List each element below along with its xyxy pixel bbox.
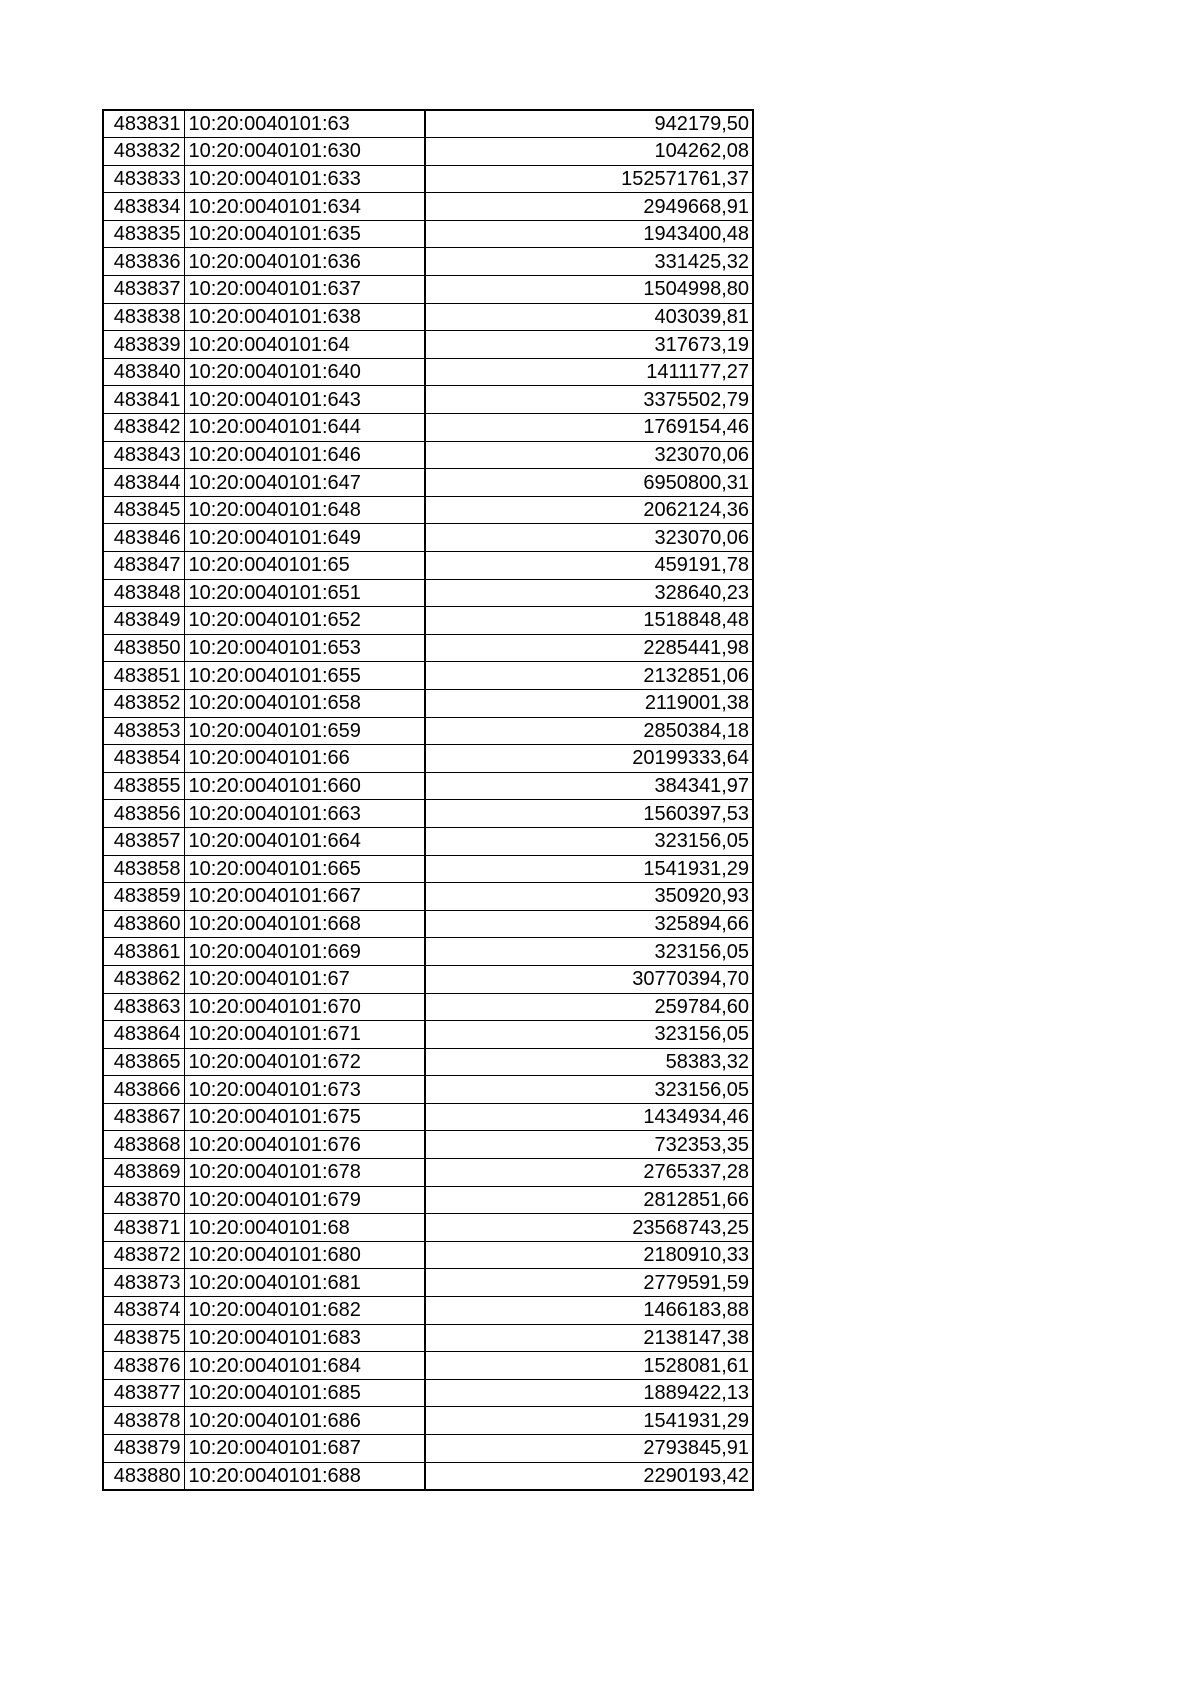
row-number-cell: 483845	[103, 496, 184, 524]
cadastral-value-cell: 2812851,66	[425, 1186, 753, 1214]
table-row	[103, 1462, 753, 1490]
cadastral-value-cell: 104262,08	[425, 138, 753, 166]
row-number-cell: 483878	[103, 1407, 184, 1435]
cadastral-value-cell: 1504998,80	[425, 276, 753, 304]
cadastral-value-cell: 323156,05	[425, 827, 753, 855]
row-number-cell: 483835	[103, 220, 184, 248]
row-number-cell: 483858	[103, 855, 184, 883]
cadastral-value-cell: 2850384,18	[425, 717, 753, 745]
table-row	[103, 414, 753, 442]
row-number-cell: 483849	[103, 607, 184, 635]
cadastral-value-cell: 323070,06	[425, 441, 753, 469]
table-row	[103, 1048, 753, 1076]
cadastral-value-cell: 30770394,70	[425, 965, 753, 993]
row-number-cell: 483865	[103, 1048, 184, 1076]
table-row	[103, 1435, 753, 1463]
cadastral-number-cell: 10:20:0040101:675	[184, 1103, 425, 1131]
row-number-cell: 483846	[103, 524, 184, 552]
cadastral-number-cell: 10:20:0040101:640	[184, 358, 425, 386]
table-row	[103, 441, 753, 469]
cadastral-value-cell: 323156,05	[425, 1076, 753, 1104]
table-row	[103, 138, 753, 166]
cadastral-value-cell: 23568743,25	[425, 1214, 753, 1242]
cadastral-number-cell: 10:20:0040101:63	[184, 110, 425, 138]
table-row	[103, 1269, 753, 1297]
cadastral-number-cell: 10:20:0040101:670	[184, 993, 425, 1021]
row-number-cell: 483838	[103, 303, 184, 331]
table-row	[103, 110, 753, 138]
cadastral-value-cell: 323156,05	[425, 938, 753, 966]
cadastral-value-table	[102, 109, 754, 1491]
table-row	[103, 331, 753, 359]
table-row	[103, 303, 753, 331]
table-row	[103, 1021, 753, 1049]
table-row	[103, 579, 753, 607]
cadastral-value-cell: 1528081,61	[425, 1352, 753, 1380]
row-number-cell: 483837	[103, 276, 184, 304]
cadastral-number-cell: 10:20:0040101:682	[184, 1297, 425, 1325]
row-number-cell: 483877	[103, 1379, 184, 1407]
cadastral-number-cell: 10:20:0040101:646	[184, 441, 425, 469]
cadastral-value-cell: 384341,97	[425, 772, 753, 800]
row-number-cell: 483852	[103, 689, 184, 717]
table-row	[103, 607, 753, 635]
table-row	[103, 358, 753, 386]
cadastral-number-cell: 10:20:0040101:649	[184, 524, 425, 552]
cadastral-number-cell: 10:20:0040101:648	[184, 496, 425, 524]
table-row	[103, 165, 753, 193]
row-number-cell: 483859	[103, 883, 184, 911]
cadastral-number-cell: 10:20:0040101:64	[184, 331, 425, 359]
cadastral-value-cell: 3375502,79	[425, 386, 753, 414]
table-row	[103, 496, 753, 524]
cadastral-value-cell: 2285441,98	[425, 634, 753, 662]
cadastral-number-cell: 10:20:0040101:671	[184, 1021, 425, 1049]
cadastral-number-cell: 10:20:0040101:686	[184, 1407, 425, 1435]
cadastral-value-cell: 1943400,48	[425, 220, 753, 248]
table-row	[103, 1103, 753, 1131]
cadastral-value-cell: 350920,93	[425, 883, 753, 911]
cadastral-number-cell: 10:20:0040101:659	[184, 717, 425, 745]
cadastral-number-cell: 10:20:0040101:66	[184, 745, 425, 773]
table-row	[103, 910, 753, 938]
cadastral-value-cell: 1769154,46	[425, 414, 753, 442]
cadastral-number-cell: 10:20:0040101:68	[184, 1214, 425, 1242]
cadastral-value-cell: 1560397,53	[425, 800, 753, 828]
table-row	[103, 662, 753, 690]
row-number-cell: 483847	[103, 552, 184, 580]
cadastral-value-cell: 58383,32	[425, 1048, 753, 1076]
row-number-cell: 483832	[103, 138, 184, 166]
cadastral-value-cell: 2132851,06	[425, 662, 753, 690]
cadastral-number-cell: 10:20:0040101:653	[184, 634, 425, 662]
cadastral-value-cell: 1518848,48	[425, 607, 753, 635]
cadastral-number-cell: 10:20:0040101:688	[184, 1462, 425, 1490]
cadastral-number-cell: 10:20:0040101:672	[184, 1048, 425, 1076]
row-number-cell: 483850	[103, 634, 184, 662]
table-row	[103, 276, 753, 304]
cadastral-value-cell: 325894,66	[425, 910, 753, 938]
row-number-cell: 483840	[103, 358, 184, 386]
row-number-cell: 483854	[103, 745, 184, 773]
table-row	[103, 1407, 753, 1435]
table-row	[103, 745, 753, 773]
table-row	[103, 634, 753, 662]
cadastral-value-cell: 942179,50	[425, 110, 753, 138]
table-row	[103, 883, 753, 911]
cadastral-value-cell: 152571761,37	[425, 165, 753, 193]
row-number-cell: 483857	[103, 827, 184, 855]
table-row	[103, 827, 753, 855]
row-number-cell: 483870	[103, 1186, 184, 1214]
row-number-cell: 483876	[103, 1352, 184, 1380]
table-row	[103, 469, 753, 497]
row-number-cell: 483860	[103, 910, 184, 938]
table-row	[103, 1352, 753, 1380]
row-number-cell: 483862	[103, 965, 184, 993]
cadastral-value-cell: 732353,35	[425, 1131, 753, 1159]
table-row	[103, 1324, 753, 1352]
table-row	[103, 772, 753, 800]
table-row	[103, 1159, 753, 1187]
cadastral-number-cell: 10:20:0040101:637	[184, 276, 425, 304]
cadastral-number-cell: 10:20:0040101:630	[184, 138, 425, 166]
row-number-cell: 483874	[103, 1297, 184, 1325]
table-row	[103, 993, 753, 1021]
row-number-cell: 483872	[103, 1241, 184, 1269]
row-number-cell: 483866	[103, 1076, 184, 1104]
table-row	[103, 1241, 753, 1269]
row-number-cell: 483839	[103, 331, 184, 359]
cadastral-number-cell: 10:20:0040101:676	[184, 1131, 425, 1159]
row-number-cell: 483880	[103, 1462, 184, 1490]
cadastral-number-cell: 10:20:0040101:643	[184, 386, 425, 414]
cadastral-number-cell: 10:20:0040101:663	[184, 800, 425, 828]
table-row	[103, 965, 753, 993]
cadastral-number-cell: 10:20:0040101:635	[184, 220, 425, 248]
table-row	[103, 689, 753, 717]
cadastral-number-cell: 10:20:0040101:638	[184, 303, 425, 331]
cadastral-value-cell: 2119001,38	[425, 689, 753, 717]
table-row	[103, 938, 753, 966]
cadastral-number-cell: 10:20:0040101:634	[184, 193, 425, 221]
row-number-cell: 483843	[103, 441, 184, 469]
row-number-cell: 483848	[103, 579, 184, 607]
cadastral-number-cell: 10:20:0040101:67	[184, 965, 425, 993]
table-row	[103, 248, 753, 276]
row-number-cell: 483831	[103, 110, 184, 138]
row-number-cell: 483875	[103, 1324, 184, 1352]
row-number-cell: 483844	[103, 469, 184, 497]
table-row	[103, 524, 753, 552]
table-row	[103, 1379, 753, 1407]
cadastral-number-cell: 10:20:0040101:678	[184, 1159, 425, 1187]
cadastral-value-cell: 459191,78	[425, 552, 753, 580]
row-number-cell: 483869	[103, 1159, 184, 1187]
cadastral-number-cell: 10:20:0040101:664	[184, 827, 425, 855]
row-number-cell: 483871	[103, 1214, 184, 1242]
table-row	[103, 717, 753, 745]
cadastral-value-cell: 20199333,64	[425, 745, 753, 773]
cadastral-value-cell: 2138147,38	[425, 1324, 753, 1352]
cadastral-number-cell: 10:20:0040101:684	[184, 1352, 425, 1380]
cadastral-number-cell: 10:20:0040101:680	[184, 1241, 425, 1269]
table-row	[103, 1214, 753, 1242]
cadastral-number-cell: 10:20:0040101:665	[184, 855, 425, 883]
cadastral-number-cell: 10:20:0040101:660	[184, 772, 425, 800]
cadastral-number-cell: 10:20:0040101:673	[184, 1076, 425, 1104]
row-number-cell: 483841	[103, 386, 184, 414]
row-number-cell: 483842	[103, 414, 184, 442]
cadastral-value-cell: 2793845,91	[425, 1435, 753, 1463]
cadastral-number-cell: 10:20:0040101:683	[184, 1324, 425, 1352]
cadastral-number-cell: 10:20:0040101:668	[184, 910, 425, 938]
table-row	[103, 1297, 753, 1325]
cadastral-value-cell: 1411177,27	[425, 358, 753, 386]
cadastral-value-cell: 2062124,36	[425, 496, 753, 524]
table-row	[103, 386, 753, 414]
cadastral-number-cell: 10:20:0040101:651	[184, 579, 425, 607]
row-number-cell: 483864	[103, 1021, 184, 1049]
row-number-cell: 483834	[103, 193, 184, 221]
row-number-cell: 483833	[103, 165, 184, 193]
cadastral-value-cell: 2949668,91	[425, 193, 753, 221]
row-number-cell: 483879	[103, 1435, 184, 1463]
table-row	[103, 220, 753, 248]
cadastral-value-cell: 1466183,88	[425, 1297, 753, 1325]
row-number-cell: 483836	[103, 248, 184, 276]
cadastral-value-cell: 1541931,29	[425, 1407, 753, 1435]
cadastral-number-cell: 10:20:0040101:65	[184, 552, 425, 580]
cadastral-value-cell: 328640,23	[425, 579, 753, 607]
cadastral-value-cell: 323070,06	[425, 524, 753, 552]
row-number-cell: 483868	[103, 1131, 184, 1159]
table-row	[103, 1186, 753, 1214]
cadastral-number-cell: 10:20:0040101:647	[184, 469, 425, 497]
row-number-cell: 483861	[103, 938, 184, 966]
row-number-cell: 483856	[103, 800, 184, 828]
cadastral-value-cell: 259784,60	[425, 993, 753, 1021]
table-row	[103, 800, 753, 828]
table-row	[103, 855, 753, 883]
table-row	[103, 1131, 753, 1159]
cadastral-value-cell: 2180910,33	[425, 1241, 753, 1269]
cadastral-value-cell: 2779591,59	[425, 1269, 753, 1297]
row-number-cell: 483867	[103, 1103, 184, 1131]
table-row	[103, 552, 753, 580]
cadastral-value-cell: 403039,81	[425, 303, 753, 331]
cadastral-number-cell: 10:20:0040101:667	[184, 883, 425, 911]
cadastral-value-cell: 2765337,28	[425, 1159, 753, 1187]
cadastral-value-cell: 6950800,31	[425, 469, 753, 497]
row-number-cell: 483863	[103, 993, 184, 1021]
cadastral-number-cell: 10:20:0040101:679	[184, 1186, 425, 1214]
cadastral-number-cell: 10:20:0040101:644	[184, 414, 425, 442]
cadastral-number-cell: 10:20:0040101:636	[184, 248, 425, 276]
cadastral-number-cell: 10:20:0040101:652	[184, 607, 425, 635]
row-number-cell: 483873	[103, 1269, 184, 1297]
cadastral-number-cell: 10:20:0040101:685	[184, 1379, 425, 1407]
cadastral-number-cell: 10:20:0040101:655	[184, 662, 425, 690]
cadastral-number-cell: 10:20:0040101:658	[184, 689, 425, 717]
row-number-cell: 483855	[103, 772, 184, 800]
cadastral-number-cell: 10:20:0040101:669	[184, 938, 425, 966]
cadastral-number-cell: 10:20:0040101:687	[184, 1435, 425, 1463]
table-body	[103, 110, 753, 1490]
table-row	[103, 193, 753, 221]
cadastral-value-cell: 323156,05	[425, 1021, 753, 1049]
cadastral-number-cell: 10:20:0040101:633	[184, 165, 425, 193]
cadastral-value-cell: 331425,32	[425, 248, 753, 276]
cadastral-value-cell: 317673,19	[425, 331, 753, 359]
cadastral-value-cell: 1541931,29	[425, 855, 753, 883]
row-number-cell: 483851	[103, 662, 184, 690]
row-number-cell: 483853	[103, 717, 184, 745]
cadastral-value-cell: 1889422,13	[425, 1379, 753, 1407]
cadastral-value-cell: 1434934,46	[425, 1103, 753, 1131]
cadastral-value-cell: 2290193,42	[425, 1462, 753, 1490]
table-row	[103, 1076, 753, 1104]
cadastral-number-cell: 10:20:0040101:681	[184, 1269, 425, 1297]
